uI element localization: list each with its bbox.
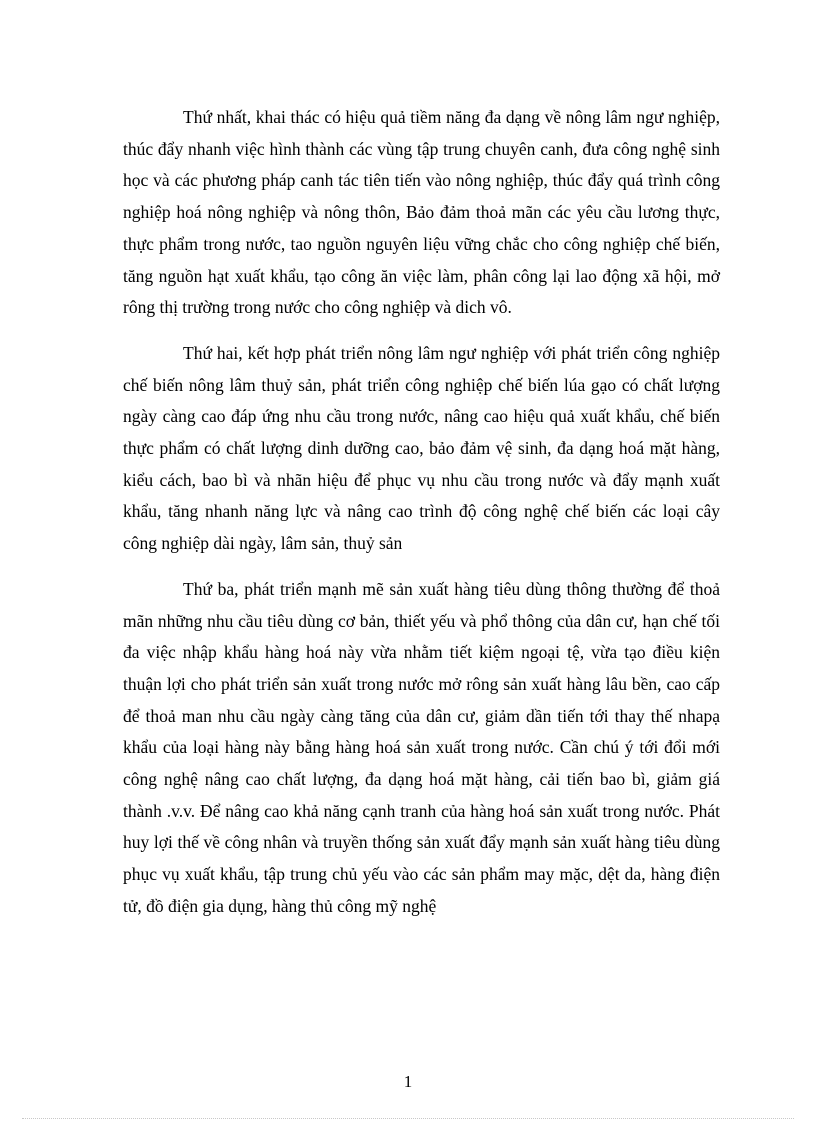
page-number: 1 bbox=[403, 1072, 413, 1091]
page-bottom-divider bbox=[22, 1118, 794, 1119]
paragraph-first: Thứ nhất, khai thác có hiệu quả tiềm năng đa dạng về nông lâm ngư nghiệp, thúc đẩy nhanh việc hình thành các vùng tập trung chuyên canh, đưa công nghệ sinh học và các phương pháp canh tác tiên tiến vào nông nghiệp, thúc đẩy quá trình công nghiệp hoá nông nghiệp và nông thôn, Bảo đảm thoả mãn các yêu cầu lương thực, thực phẩm trong nước, tao nguồn nguyên liệu vững chắc cho công nghiệp chế biến, tăng nguồn hạt xuất khẩu, tạo công ăn việc làm, phân công lại lao động xã hội, mở rông thị trường trong nước cho công nghiệp và dich vô. bbox=[123, 107, 720, 318]
document-body bbox=[123, 102, 720, 923]
paragraph-second: Thứ hai, kết hợp phát triển nông lâm ngư nghiệp với phát triển công nghiệp chế biến nông lâm thuỷ sản, phát triển công nghiệp chế biến lúa gạo có chất lượng ngày càng cao đáp ứng nhu cầu trong nước, nâng cao hiệu quả xuất khẩu, chế biến thực phẩm có chất lượng dinh dưỡng cao, bảo đảm vệ sinh, đa dạng hoá mặt hàng, kiểu cách, bao bì và nhãn hiệu để phục vụ nhu cầu trong nước và đẩy mạnh xuất khẩu, tăng nhanh năng lực và nâng cao trình độ công nghệ chế biến các loại cây công nghiệp dài ngày, lâm sản, thuỷ sản bbox=[123, 342, 720, 554]
paragraph-third: Thứ ba, phát triển mạnh mẽ sản xuất hàng tiêu dùng thông thường để thoả mãn những nhu cầu tiêu dùng cơ bản, thiết yếu và phổ thông của dân cư, hạn chế tối đa việc nhập khẩu hàng hoá này vừa nhằm tiết kiệm ngoại tệ, vừa tạo điều kiện thuận lợi cho phát triển sản xuất trong nước mở rông sản xuất hàng lâu bền, cao cấp để thoả man nhu cầu ngày càng tăng của dân cư, giảm dần tiến tới thay thế nhapạ khẩu của loại hàng này bằng hàng hoá sản xuất trong nước. Cần chú ý tới đổi mới công nghệ nâng cao chất lượng, đa dạng hoá mặt hàng, cải tiến bao bì, giảm giá thành .v.v. Để nâng cao khả năng cạnh tranh của hàng hoá sản xuất trong nước. Phát huy lợi thế về công nhân và truyền thống sản xuất đẩy mạnh sản xuất hàng tiêu dùng phục vụ xuất khẩu, tập trung chủ yếu vào các sản phẩm may mặc, dệt da, hàng điện tử, đồ điện gia dụng, hàng thủ công mỹ nghệ bbox=[123, 578, 720, 916]
